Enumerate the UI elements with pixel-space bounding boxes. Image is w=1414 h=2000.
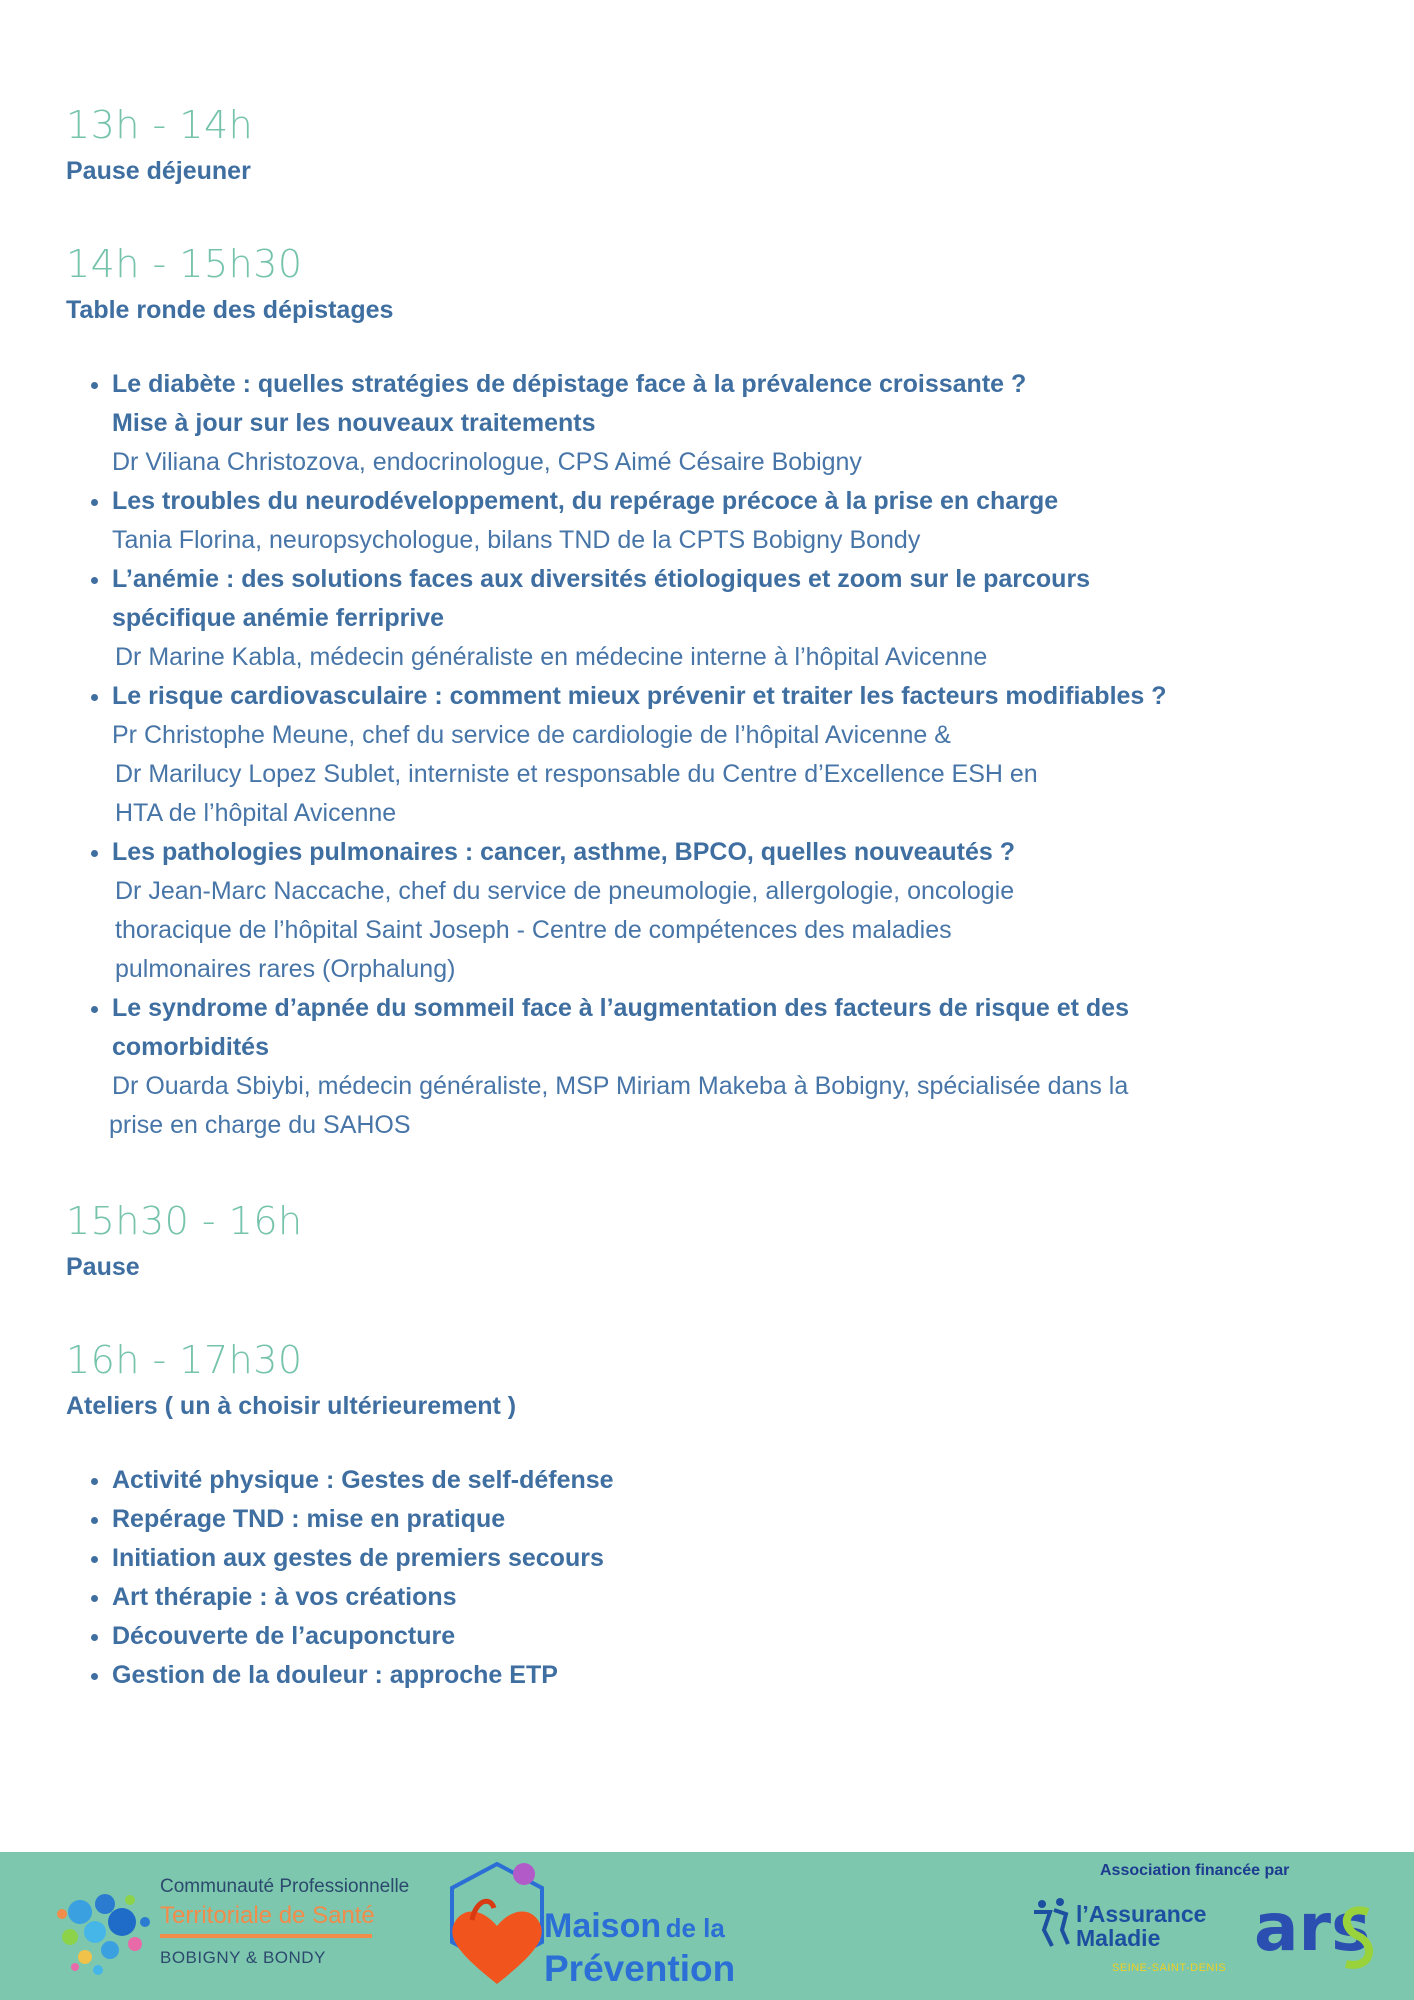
cpts-name <box>160 1876 409 1968</box>
funded-by-label: Association financée par <box>1100 1862 1290 1879</box>
talk-title-line: Le syndrome d’apnée du sommeil face à l’augmentation des facteurs de risque et des <box>112 994 1129 1022</box>
speaker-line: Dr Viliana Christozova, endocrinologue, CPS Aimé Césaire Bobigny <box>112 448 862 476</box>
talk-item <box>112 833 1366 989</box>
maison-prevention-name <box>544 1908 735 1995</box>
talk-speaker <box>112 716 1366 833</box>
talk-title <box>112 833 1366 872</box>
talk-item <box>112 482 1366 560</box>
talk-title-line: Les pathologies pulmonaires : cancer, asthme, BPCO, quelles nouveautés ? <box>112 838 1016 866</box>
mdp-word: Maison <box>544 1907 662 1945</box>
talk-title-line: Les troubles du neurodéveloppement, du repérage précoce à la prise en charge <box>112 487 1059 515</box>
workshop-list <box>66 1461 1366 1695</box>
ars-logo-icon <box>1248 1888 1388 1988</box>
slot-title: Ateliers ( un à choisir ultérieurement ) <box>66 1392 517 1420</box>
talk-title-line: comorbidités <box>112 1033 269 1061</box>
speaker-line: Dr Ouarda Sbiybi, médecin généraliste, MSP Miriam Makeba à Bobigny, spécialisée dans la <box>112 1072 1129 1100</box>
talk-title <box>112 560 1366 638</box>
talk-speaker <box>112 638 1366 677</box>
cpts-logo-icon <box>50 1882 160 1982</box>
talk-title <box>112 365 1366 443</box>
slot-time: 14h - 15h30 <box>66 242 303 286</box>
slot-time: 13h - 14h <box>66 103 254 147</box>
talk-item <box>109 989 1366 1145</box>
speaker-line: Tania Florina, neuropsychologue, bilans TND de la CPTS Bobigny Bondy <box>112 526 921 554</box>
talk-item <box>112 365 1366 482</box>
talk-speaker <box>109 1067 1366 1145</box>
slot-title: Pause <box>66 1253 140 1281</box>
workshop-item: • Activité physique : Gestes de self-défense <box>112 1461 1366 1500</box>
speaker-line: Pr Christophe Meune, chef du service de cardiologie de l’hôpital Avicenne & <box>112 721 951 749</box>
cpts-line: Territoriale de Santé <box>160 1902 375 1929</box>
speaker-line: Dr Jean-Marc Naccache, chef du service de pneumologie, allergologie, oncologie <box>115 877 1015 905</box>
talk-title <box>112 989 1366 1067</box>
slot-time: 15h30 - 16h <box>66 1199 303 1243</box>
cpts-line: Communauté Professionnelle <box>160 1876 410 1897</box>
assurance-maladie-name <box>1076 1902 1206 1950</box>
speaker-line: HTA de l’hôpital Avicenne <box>115 799 397 827</box>
cpts-underline <box>160 1934 372 1938</box>
mdp-word: de la <box>665 1913 725 1943</box>
workshop-item: • Gestion de la douleur : approche ETP <box>112 1656 1366 1695</box>
talk-title-line: spécifique anémie ferriprive <box>112 604 445 632</box>
talk-title <box>112 677 1366 716</box>
cpts-line: BOBIGNY & BONDY <box>160 1948 326 1967</box>
speaker-line: pulmonaires rares (Orphalung) <box>115 955 456 983</box>
slot-round-table <box>66 235 1366 1145</box>
workshop-item: • Art thérapie : à vos créations <box>112 1578 1366 1617</box>
talk-item <box>112 560 1366 677</box>
workshop-item: • Repérage TND : mise en pratique <box>112 1500 1366 1539</box>
speaker-line: Dr Marilucy Lopez Sublet, interniste et responsable du Centre d’Excellence ESH en <box>115 760 1038 788</box>
talk-title-line: Le risque cardiovasculaire : comment mieux prévenir et traiter les facteurs modifiables ? <box>112 682 1167 710</box>
mdp-word: Prévention <box>544 1948 736 1989</box>
speaker-line: Dr Marine Kabla, médecin généraliste en médecine interne à l’hôpital Avicenne <box>115 643 988 671</box>
speaker-line: thoracique de l’hôpital Saint Joseph - Centre de compétences des maladies <box>115 916 952 944</box>
program <box>66 96 1366 1742</box>
am-subtitle: SEINE-SAINT-DENIS <box>1112 1962 1227 1974</box>
workshop-item: • Découverte de l’acuponcture <box>112 1617 1366 1656</box>
maison-prevention-logo-icon <box>442 1856 552 1996</box>
talk-title-line: Mise à jour sur les nouveaux traitements <box>112 409 596 437</box>
slot-lunch <box>66 96 1366 188</box>
talk-speaker <box>112 521 1366 560</box>
talk-title <box>112 482 1366 521</box>
speaker-line: prise en charge du SAHOS <box>109 1111 411 1139</box>
slot-workshops <box>66 1331 1366 1695</box>
slot-time: 16h - 17h30 <box>66 1338 303 1382</box>
workshop-item: • Initiation aux gestes de premiers secours <box>112 1539 1366 1578</box>
slot-title: Pause déjeuner <box>66 157 251 185</box>
am-line: l’Assurance <box>1076 1901 1207 1927</box>
slot-break <box>66 1192 1366 1284</box>
footer-banner <box>0 1852 1414 2000</box>
talk-speaker <box>112 443 1366 482</box>
ars-mark: ars <box>1254 1889 1371 1966</box>
talk-title-line: Le diabète : quelles stratégies de dépistage face à la prévalence croissante ? <box>112 370 1027 398</box>
slot-title: Table ronde des dépistages <box>66 296 394 324</box>
talk-list <box>66 365 1366 1145</box>
talk-speaker <box>112 872 1366 989</box>
am-line: Maladie <box>1076 1925 1161 1951</box>
talk-item <box>112 677 1366 833</box>
talk-title-line: L’anémie : des solutions faces aux diversités étiologiques et zoom sur le parcours <box>112 565 1091 593</box>
